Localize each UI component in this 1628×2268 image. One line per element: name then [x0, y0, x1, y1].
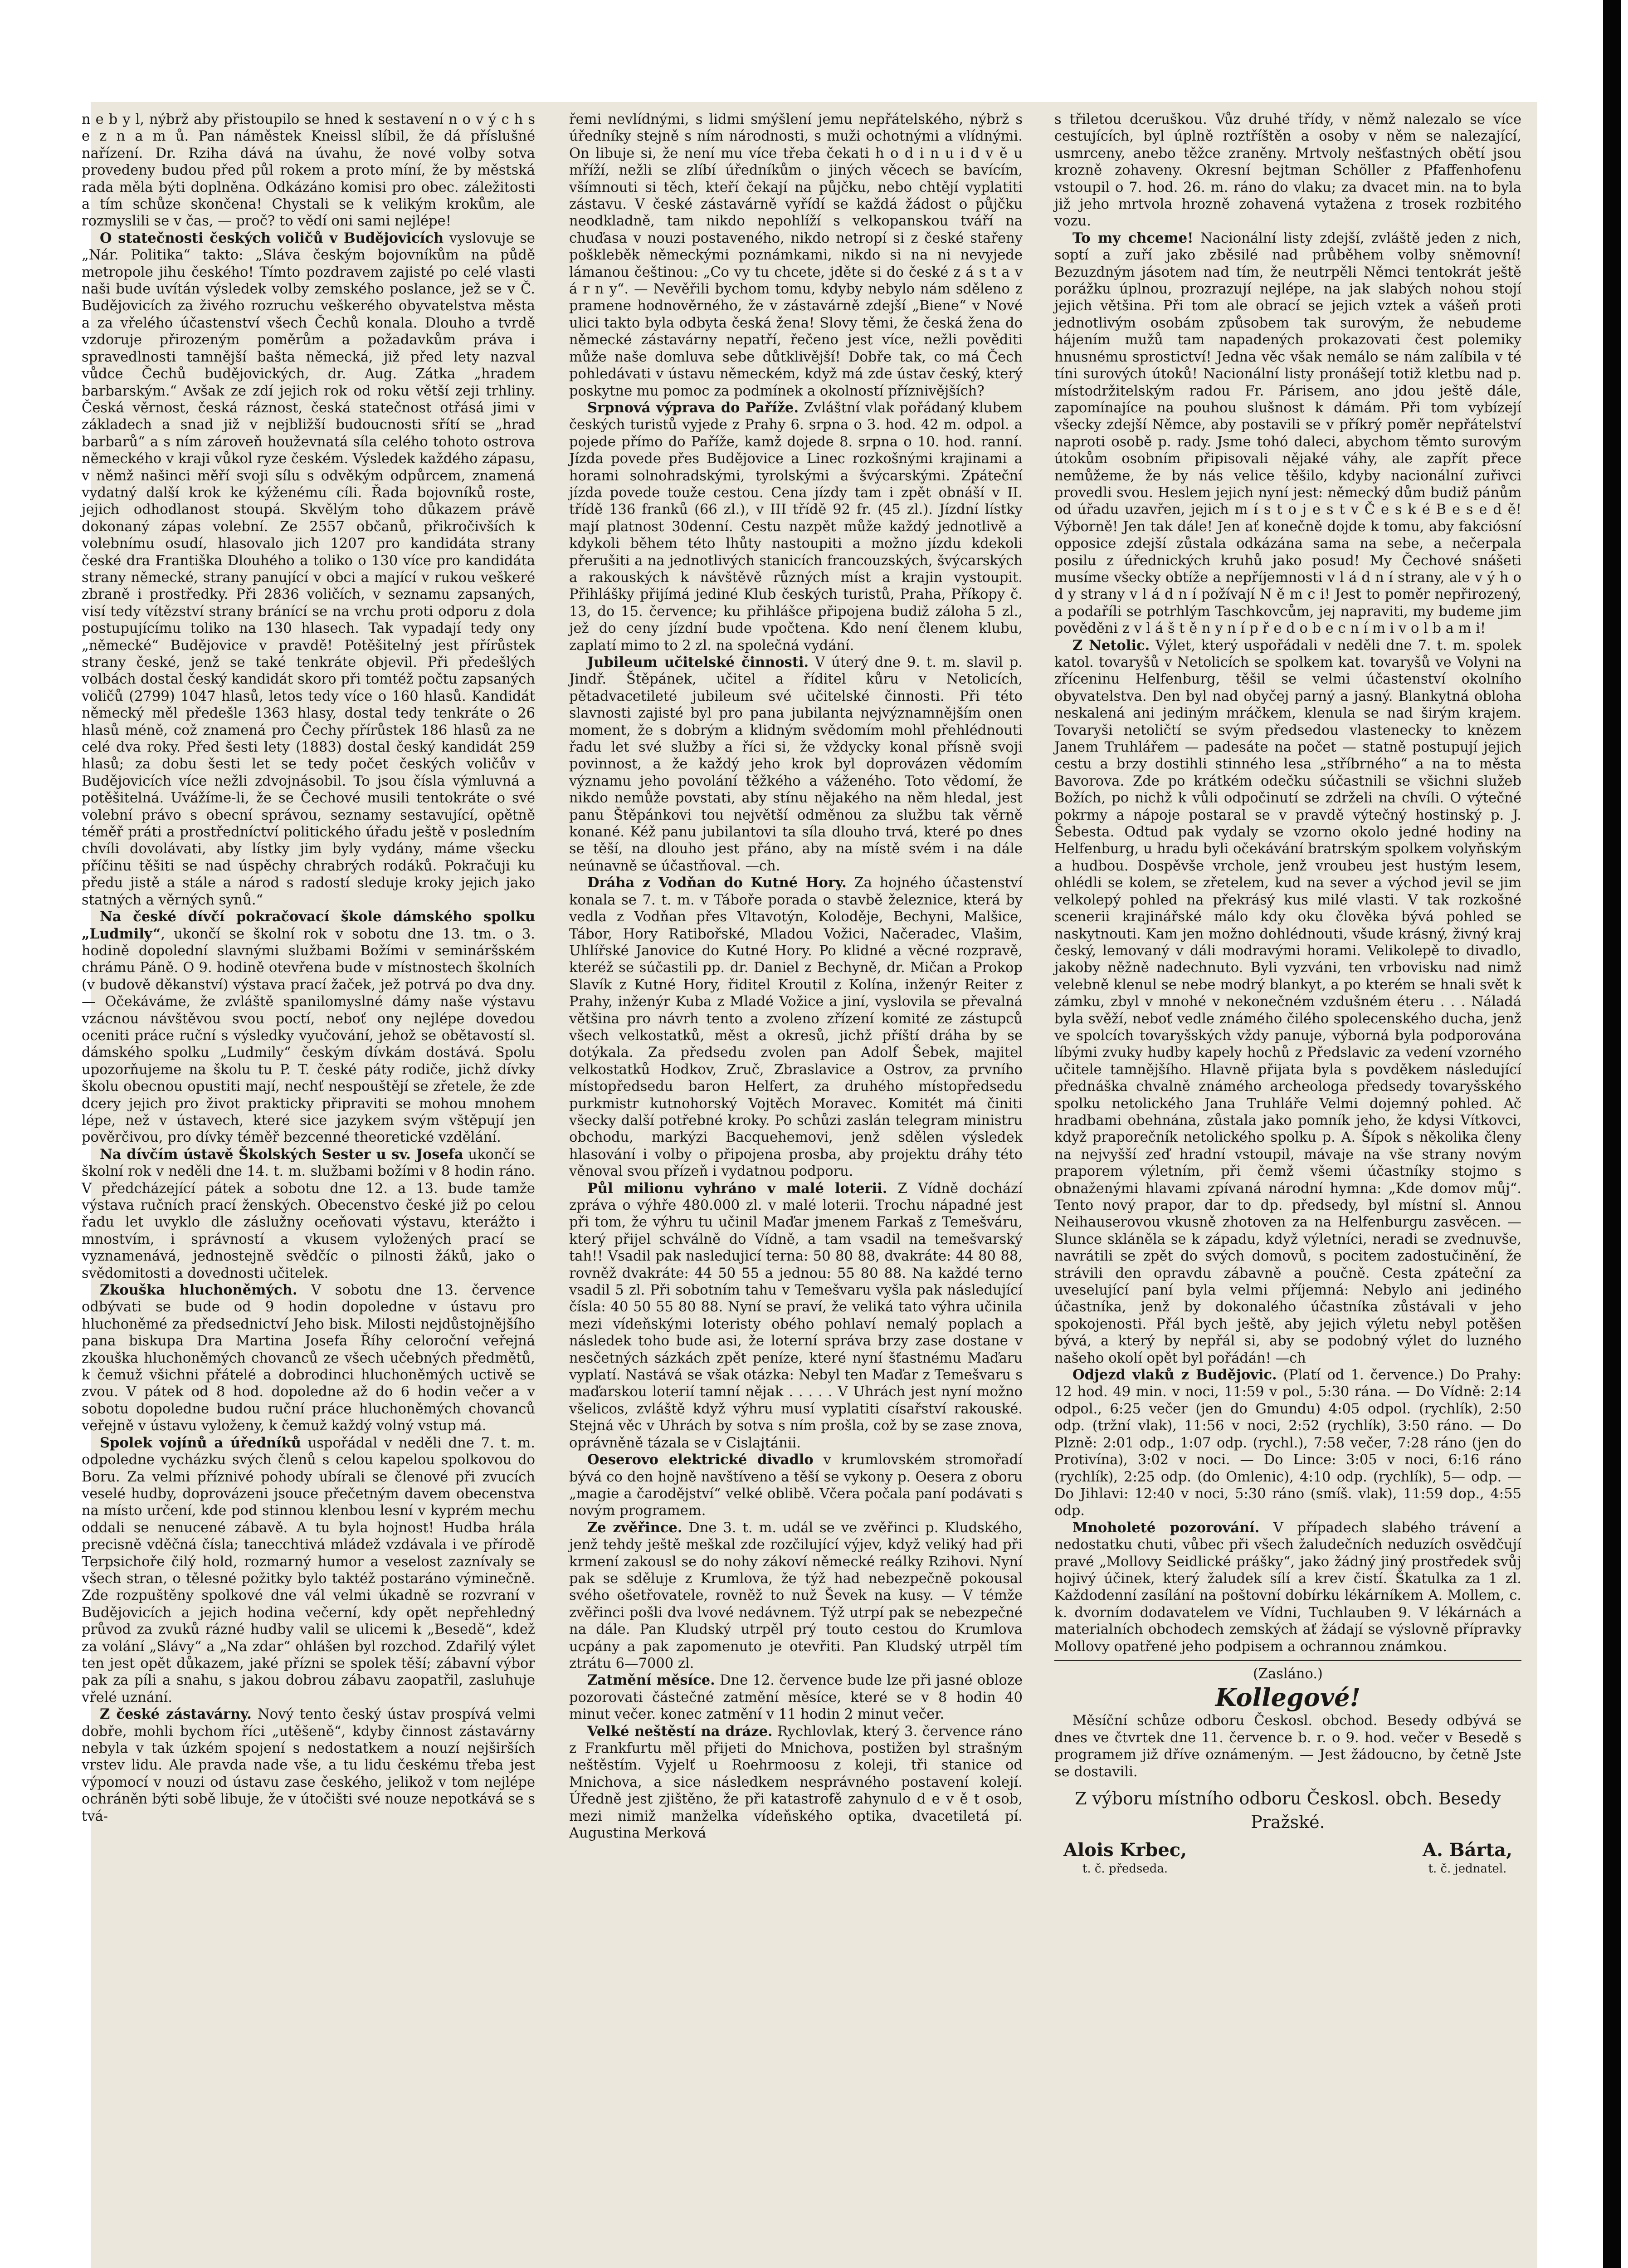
article-text: , ukončí se školní rok v sobotu dne 13. tm. o 3. hodině dopolední slavnými službami Božími v semináršském chrámu Páně. O 9. hodině otevřena bude v místnostech školních (v budově děkanství) výstava prací žaček, jež potrvá po dva dny. — Očekáváme, že zvláště spanilomyslné dámy naše výstavu vzácnou návštěvou svou poctí, neboť ony nejlépe dovedou oceniti práce ruční s výsledky vyučování, jehož se obětavostí sl. dámského spolku „Ludmily“ českým dívkám dostává. Spolu upozorňujeme na školu tu P. T. české páty rodiče, jichž dívky školu obecnou opustiti mají, nechť nespouštějí se zřetele, že zde dcery jejich pro život prakticky připraviti se mohou mnohem lépe, než v ústavech, které sice jazykem svým vštěpují jen pověrčivou, pro dívky téměř bezcenné theoretické vzdělání.: [82, 926, 535, 1146]
article: [1054, 111, 1521, 230]
article: [569, 1180, 1023, 1452]
article: [1054, 230, 1521, 637]
article-heading: Na dívčím ústavě Školských Sester u sv. Josefa: [100, 1146, 463, 1163]
train-schedule-period: (Platí od 1. července.): [1283, 1367, 1444, 1383]
signer-2-name: A. Bárta,: [1422, 1839, 1512, 1861]
train-schedule-title: Odjezd vlaků z Budějovic.: [1072, 1367, 1277, 1383]
article: [569, 875, 1023, 1180]
column-3: [1054, 111, 1521, 2268]
article-heading: Na české dívčí pokračovací škole dámského spolku „Ludmily“: [82, 909, 535, 942]
ad-mollov-text: V případech slabého trávení a nedostatku chuti, vůbec při všech žaludečních neduzích osvědčují pravé „Mollovy Seidlické prášky“, jako žádný jiný prostředek svůj hojivý účinek, který žaludek sílí a krev čistí. Škatulka za 1 zl. Každodenní zasílání na poštovní dobírku lékárníkem A. Mollem, c. k. dvorním dodavatelem ve Vídni, Tuchlauben 9. V lékárnách a materialních obchodech zemských ať žádají se výslovně přípravky Mollovy opatřené jeho podpisem a ochrannou známkou.: [1054, 1520, 1521, 1655]
article: [82, 1706, 535, 1825]
ad-kolegove-text: Měsíční schůze odboru Českosl. obchod. Besedy odbývá se dnes ve čtvrtek dne 11. července b. r. o 9. hod. večer v Besedě s programem již dříve oznámeným. — Jest žádoucno, by četně Jste se dostavili.: [1054, 1713, 1521, 1780]
article-text: Za hojného účastenství konala se 7. t. m. v Táboře porada o stavbě železnice, která by vedla z Vodňan přes Vltavotýn, Koloděje, Bechyni, Malšice, Tábor, Hory Ratibořské, Mladou Vožici, Načeradec, Vlašim, Uhlířské Janovice do Kutné Hory. Po klidné a věcné rozpravě, kteréž se súčastili pp. dr. Daniel z Bechyně, dr. Mičan a Prokop Slavík z Kutné Hory, řiditel Kroutil z Kolína, inženýr Reiter z Prahy, inženýr Kuba z Mladé Vožice a jiní, vyslovila se převalná většina pro návrh tento a zvoleno zřízení komité ze zástupců všech velkostatků, měst a okresů, jichž příští dráha by se dotýkala. Za předsedu zvolen pan Adolf Šebek, majitel velkostatků Hodkov, Zruč, Zbraslavice a Ostrov, za prvního místopředsedu baron Helfert, za druhého místopředsedu purkmistr kutnohorský Vojtěch Moravec. Komitét má činiti všecky další potřebné kroky. Po schůzi zaslán telegram ministru obchodu, markýzi Bacquehemovi, jenž sdělen výsledek hlasování i volby o připojena prosba, aby projektu dráhy této věnoval svou přízeň i vydatnou podporu.: [569, 875, 1023, 1180]
article-heading: To my chceme!: [1072, 230, 1194, 246]
page-edge: [1603, 0, 1621, 2268]
article-heading: Z Netolic.: [1072, 637, 1150, 654]
column-2: [569, 111, 1023, 2268]
article: [1054, 637, 1521, 1367]
article-heading: Z české zástavárny.: [100, 1706, 252, 1723]
ad-mollov: [1054, 1520, 1521, 1655]
ad-kolegove-header: (Zasláno.): [1253, 1666, 1323, 1682]
article: [569, 400, 1023, 654]
article-text: uspořádal v neděli dne 7. t. m. odpoledne vycházku svých členů s celou kapelou spolkovou do Boru. Za velmi příznivé pohody ubírali se členové při zvucích veselé hudby, doprovázeni jsouce přečetným davem obecenstva na místo určení, kde pod stinnou klenbou lesní v kyprém mechu oddali se nenucené zábavě. A tu byla hojnost! Hudba hrála precisně vděčná čísla; tanecchtivá mládež vzdávala i ve přírodě Terpsichoře čilý hold, rozmarný humor a veselost zaznívaly se všech stran, o tělesné požitky bylo taktéž postaráno výminečně. Zde rozpuštěny spolkové dne vál velmi úkadně se rozvraní v Budějovicích a jejich hodina večerní, kdy opět nepřehledný průvod za zvuků rázné hudby valil se ulicemi k „Besedě“, kdež za volání „Slávy“ a „Na zdar“ ohlášen byl rozchod. Zdařilý výlet ten jest opět důkazem, jaké přízni se spolek těší; zábavní výbor pak za píli a snahu, s jakou dobrou zábavu zaopatřil, zasluhuje vřelé uznání.: [82, 1435, 535, 1706]
article: [82, 1146, 535, 1282]
article-text: v krumlovském stromořadí bývá co den hojně navštíveno a těší se vykony p. Oesera z oboru „magie a čarodějství“ velké oblibě. Včera počala paní podávati s novým programem.: [569, 1452, 1023, 1519]
article-heading: Spolek vojínů a úředníků: [100, 1434, 301, 1451]
newspaper-page: [82, 102, 1537, 2268]
article-heading: Velké neštěstí na dráze.: [587, 1723, 773, 1740]
signer-2: [1423, 1839, 1512, 1877]
article-text: n e b y l, nýbrž aby přistoupilo se hned k sestavení n o v ý c h s e z n a m ů. Pan náměstek Kneissl slíbil, že dá příslušné nařízení. Dr. Rziha dává na úvahu, že nové volby sotva provedeny budou před půl rokem a proto míní, že by městská rada měla býti doplněna. Odkázáno komisi pro obec. záležitosti a tím schůze skončena! Chystali se k velikým krokům, ale rozmyslili se v čas, — proč? to vědí oni sami nejlépe!: [82, 112, 535, 230]
article-heading: Půl milionu vyhráno v malé loterii.: [587, 1180, 887, 1197]
column-1: [82, 111, 535, 2268]
article-text: ukončí se školní rok v neděli dne 14. t. m. službami božími v 8 hodin ráno. V předcházející pátek a sobotu dne 12. a 13. bude tamže výstava ručních prací ženských. Obecenstvo české již po celou řadu let uvyklo dle záslužny oceňovati výstavu, kterážto i mnostvím, i správností a vkusem vyložených prací se vyznamenává, jednostejně svědčíc o pilnosti žáků, jako o svědomitosti a dovednosti učitelek.: [82, 1146, 535, 1281]
signer-1-name: Alois Krbec,: [1063, 1839, 1187, 1861]
article-text: Rychlovlak, který 3. července ráno z Frankfurtu měl přijeti do Mnichova, postižen byl strašným neštěstím. Vyjelť u Roehrmoosu z koleji, tři stanice od Mnichova, a sice následkem nesprávného postavení kolejí. Úředně jest zjištěno, že při katastrofě zahynulo d e v ě t osob, mezi nimiž manželka vídeňského optika, dvacetiletá pí. Augustina Merková: [569, 1723, 1023, 1842]
article-text: Nacionální listy zdejší, zvláště jeden z nich, soptí a zuří jako zběsilé nad průběhem volby sněmovní! Bezuzdným jásotem nad tím, že neutrpěli Němci tentokrát ještě porážku úplnou, prozrazují nejlépe, na jak slabých nohou stojí jejich většina. Při tom ale obrací se jejich vztek a vášeň proti jednotlivým osobám způsobem tak surovým, že nebudeme hájením mužů tam napadených prokazovati čest polemiky hnusnému sprostictví! Jedna věc však nemálo se nám zalíbila v té tíni surových útoků! Nacionální listy pronášejí totiž kletbu nad p. místodržitelským radou Fr. Párisem, ano jdou ještě dále, zapomínajíce na pouhou slušnost k dámám. Při tom vybízejí všecky zdejší Němce, aby postavili se v příkrý poměr nepřátelství naproti osobě p. rady. Jsme tohó daleci, abychom těmto surovým útokům osobním připisovali nějaké váhy, ale zapřít přece nemůžeme, že by nás velice těšilo, kdyby nacionální zuřivci provedli svou. Heslem jejich nyní jest: německý dům budiž pánům od úřadu uzavřen, jejich m í s t o j e s t v Č e s k é B e s e d ě! Výborně! Jen tak dále! Jen ať konečně dojde k tomu, aby fakciósní opposice zdejší zůstala odkázána sama na sebe, a nečerpala posilu z úřednických kruhů jako posud! My Čechové snášeti musíme všecky obtíže a nepříjemnosti v l á d n í strany, ale v ý h o d y strany v l á d n í požívají N ě m c i! Jest to poměr nepřirozený, a podaříli se potrhlým Taschkovcům, jej napraviti, my budeme jim pověděni z v l á š t ě n y n í p ř e d o b e c n í m i v o l b a m i!: [1054, 230, 1521, 637]
article-text: Dne 12. července bude lze při jasné obloze pozorovati částečné zatmění měsíce, které se v 8 hodin 40 minut večer. konec zatmění v 11 hodin 2 minut večer.: [569, 1672, 1023, 1723]
article-text: Nový tento český ústav prospívá velmi dobře, mohli bychom říci „utěšeně“, kdyby činnost zástavárny nebyla v tak úzkém spojení s nedostatkem a nouzí nejširších vrstev lidu. Ale pravda nade vše, a tu lidu českému třeba jest výpomocí v nouzi od ústavu zase českého, jelikož v tom nejlépe ochráněn býti sobě libuje, že v útočišti své nouze nepotkává se s tvá-: [82, 1706, 535, 1824]
article-heading: Jubileum učitelské činnosti.: [587, 654, 809, 670]
article: [82, 1435, 535, 1706]
article-text: Dne 3. t. m. udál se ve zvěřinci p. Kludského, jenž tehdy ještě meškal zde rozčilující výjev, když veliký had při krmení zakousl se do nohy zákoví německé reálky Rzihovi. Nyní pak se sděluje z Krumlova, že týž had nebezpečně pokousal svého ošetřovatele, rovněž to nuž Ševek na kusy. — V témže zvěřinci pošli dva lvové nedávnem. Týž utrpí pak se nebezpečné na dále. Pan Kludský utrpěl prý touto cestou do Krumlova ucpány a pak zapomenuto je otevřiti. Pan Kludský utrpěl tím ztrátu 6—7000 zl.: [569, 1520, 1023, 1672]
article-heading: Oeserovo elektrické divadlo: [587, 1452, 814, 1468]
train-schedule-text: Do Prahy: 12 hod. 49 min. v noci, 11:59 v pol., 5:30 rána. — Do Vídně: 2:14 odpol., 6:25 večer (jen do Gmundu) 4:05 odpol. (rychlík), 2:50 odp. (tržní vlak), 11:56 v noci, 2:52 (rychlík), 3:50 ráno. — Do Plzně: 2:01 odp., 1:07 odp. (rychl.), 7:58 večer, 7:28 ráno (jen do Protivína), 3:02 v noci. — Do Lince: 3:05 v noci, 6:16 ráno (rychlík), 2:25 odp. (do Omlenic), 4:10 odp. (rychlík), 5— odp. — Do Jihlavi: 12:40 v noci, 5:30 ráno (smíš. vlak), 11:59 dop., 4:55 odp.: [1054, 1367, 1522, 1519]
ad-kolegove-title: Kollegové!: [1215, 1683, 1361, 1712]
signer-1-role: t. č. předseda.: [1082, 1862, 1168, 1876]
article-text: vyslovuje se „Nár. Politika“ takto: „Sláva českým bojovníkům na půdě metropole jihu českého! Tímto pozdravem zajisté po celé vlasti naši bude uvítán výsledek volby zemského poslance, jež se v Č. Budějovicích za živého rozruchu veškerého obyvatelstva města a za vřelého účastenství všech Čechů konala. Dlouho a tvrdě vzdoruje přirozeným poměrům a požadavkům práva i spravedlnosti tamnější bašta německá, již před lety nazval vůdce Čechů budějovických, dr. Aug. Zátka „hradem barbarským.“ Avšak ze zdí jejich rok od roku větší zeji trhliny. Česká věrnost, česká ráznost, česká statečnost otřásá jimi v základech a snad již v nejbližší budoucnosti sřítí se „hrad barbarů“ a s ním zároveň houževnatá síla celého tohoto ostrova německého v kraji vůkol ryze českém. Výsledek každého zápasu, v němž našinci měří svoji sílu s odvěkým odpůrcem, znamená vydatný další krok ke kýženému cíli. Řada bojovníků roste, jejich odhodlanost stoupá. Skvělým toho důkazem právě dokonaný zápas volební. Ze 2557 občanů, přikročivších k volebnímu osudí, hlasovalo jich 1207 pro kandidáta strany české dra Františka Dlouhého a toliko o 130 více pro kandidáta strany německé, strany panující v obci a mající v rukou veškeré zbraně i prostředky. Při 2836 voličích, v seznamu zapsaných, visí tedy vítězství strany bránící se na vrchu proti odporu z dola postupujícímu toliko na 130 hlasech. Tak vypadají tedy ony „německé“ Budějovice v pravdě! Potěšitelný jest přírůstek strany české, jenž se také tenkráte objevil. Při předešlých volbách dostal český kandidát skoro při tomtéž počtu zapsaných voličů (2799) 1047 hlasů, letos tedy více o 160 hlasů. Kandidát německý měl předešle 1363 hlasy, dostal tedy tenkráte o 26 hlasů méně, což znamená pro Čechy přírůstek 186 hlasů za ne celé dva roky. Před šesti lety (1883) dostal český kandidát 259 hlasů; za dobu šesti let se tedy počet českých voličův v Budějovicích více nežli zdvojnásobil. To jsou čísla výmluvná a potěšitelná. Uvážíme-li, že se Čechové musili tentokráte o své volební právo s obecní správou, seznamy sestavující, opětně téměř práti a prostředníctví politického úřadu ještě v posledním chvíli dovolávati, aby lístky jim byly vydány, máme všecku příčinu těšiti se nad úspěchy chrabrých rodáků. Pokračuji ku předu jistě a stále a národ s radostí sleduje kroky jejich jako statných a věrných synů.“: [82, 230, 535, 908]
article: [569, 1520, 1023, 1672]
ad-mollov-heading: Mnoholeté pozorování.: [1072, 1519, 1260, 1536]
train-schedule: [1054, 1367, 1521, 1520]
article-heading: Dráha z Vodňan do Kutné Hory.: [587, 875, 847, 891]
article-heading: Srpnová výprava do Paříže.: [587, 399, 799, 416]
article-text: V úterý dne 9. t. m. slavil p. Jindř. Štěpánek, učitel a říditel kůru v Netolicích, pětadvacetileté jubileum své učitelské činnosti. Při této slavnosti zajisté byl pro pana jubilanta nejvýznamnějším onen moment, že s dobrým a klidným svědomím mohl přehlédnouti řadu let své služby a říci si, že vždycky konal přísně svoji povinnost, a že každý jeho krok byl doprovázen vědomím významu jeho povolání těžkého a váženého. Toto vědomí, že nikdo nemůže povstati, aby stínu nějakého na něm hledal, jest panu Štěpánkovi tou největší odměnou za službu tak věrně konané. Kéž panu jubilantovi ta síla dlouho trvá, které po dnes se těší, na dlouho jest přáno, aby na místě svém i na dále neúnavně se účastňoval. —ch.: [569, 655, 1023, 874]
article: [569, 1452, 1023, 1520]
column-3-articles: [1054, 111, 1521, 1367]
article: [82, 1282, 535, 1435]
article-text: Výlet, který uspořádali v neděli dne 7. t. m. spolek katol. tovaryšů v Netolicích se spolkem kat. tovaryšů ve Volyni na zříceninu Helfenburg, těšil se velmi účastenství okolního obyvatelstva. Den byl nad obyčej parný a jasný. Blankytná obloha neskalená ani jediným mráčkem, klenula se nad širým krajem. Tovaryši netoličtí se svým předsedou vlastenecky to knězem Janem Truhlářem — padesáte na počet — statně postupují jejich cestu a brzy dostihli stinného lesa „stříbrného“ a na to města Bavorova. Zde po krátkém odečku súčastnili se všichni služeb Božích, po nichž k vůli odpočinutí se zdrželi na chvíli. O výtečné pokrmy a nápoje postaral se v pravdě výtečný hostinský p. J. Šebesta. Odtud pak vydaly se vzorno okolo jedné hodiny na Helfenburg, u hradu byli očekávání bratrským spolkem volyňským a hudbou. Dospěvše vrchole, jenž vroubeu jest hustým lesem, ohlédli se kolem, se zřetelem, kud na sever a východ jevil se jim velkolepý pohled na překrásý kus milé vlasti. V tak rozkošné scenerii krajinářské málo kdy oku člověka bývá pohled se naskytnouti. Kam jen možno dohlédnouti, všude krásný, živný kraj český, lemovaný v dáli modravými horami. Velikolepě to divadlo, jakoby něžně nadechnuto. Byli vyzváni, ten vrbovisku nad nimž velebně klenul se nebe modrý blankyt, a po kterém se hnali svět k zámku, zbyl v mnohé v nekonečném vzdušném éteru . . . Náladá byla svěží, neboť vedle známého čilého spolecenského ducha, jenž ve spolcích tovaryšských vždy panuje, výborná byla podporována líbými zvuky hudby kapely hochů z Předslavic za vedení vzorného učitele tamnějšího. Hlavně přijata byla s povděkem následující přednáška chvalně známého archeologa předsedy tovaryšského spolku netolického Jana Truhláře Velmi dojemný pohled. Ač hradbami obehnána, zůstala jako pomník jeho, že kdysi Vítkovci, když praporečník netolického spolku p. A. Šípok s několika členy na nejvyšší zeď hradní vstoupil, mávaje na vše strany novým praporem výletním, při čemž všemi účastníky stojmo s obnaženými hlavami zpívaná národní hymna: „Kde domov můj“. Tento nový prapor, dar to dp. předsedy, byl místní sl. Annou Neihauserovou vkusně zhotoven za na Helfenburgu zasvěcen. — Slunce skláněla se k západu, když výletníci, neradi se zvednuvše, navrátili se zpět do svých domovů, s pocitem zadostučinění, že strávili den opravdu zábavně a poučně. Cesta zpáteční za uveselující paní byla velmi příjemná: Nebylo ani jediného účastníka, jenž by dokonalého účastníka zůstávali v jeho spokojenosti. Přál bych ještě, aby jejich výletu nebyl potěšen bývá, a který by nepřál si, aby se podobný výlet do luzného našeho okolí opět byl pořádán! —ch: [1054, 637, 1521, 1366]
article: [569, 111, 1023, 400]
article-heading: Ze zvěřince.: [587, 1519, 682, 1536]
article: [82, 230, 535, 909]
article: [82, 111, 535, 230]
article-heading: Zatmění měsíce.: [587, 1672, 715, 1689]
article: [569, 1672, 1023, 1723]
divider: [1054, 1660, 1521, 1661]
signatures: [1054, 1839, 1521, 1877]
article: [569, 654, 1023, 875]
article-text: V sobotu dne 13. července odbývati se bude od 9 hodin dopoledne v ústavu pro hluchoněmé za předsednictví Jeho bisk. Milosti nejdůstojnějšího pana biskupa Dra Martina Josefa Říhy celoroční veřejná zkouška hluchoněmých chovanců ze všech učebných předmětů, k čemuž všichni přátelé a dobrodinci hluchoněmých uctivě se zvou. V pátek od 8 hod. dopoledne až do 6 hodin večer a v sobotu dopoledne budou ruční práce hluchoněmých chovanců veřejně v ústavu vyloženy, k čemuž každý volný vstup má.: [82, 1282, 535, 1434]
ad-kolegove-subtitle: Z výboru místního odboru Českosl. obch. Besedy Pražské.: [1075, 1789, 1501, 1832]
article-heading: O statečnosti českých voličů v Budějovicích: [100, 230, 444, 246]
signer-2-role: t. č. jednatel.: [1428, 1862, 1507, 1876]
signer-1: [1063, 1839, 1187, 1877]
article-text: Zvláštní vlak pořádaný klubem českých turistů vyjede z Prahy 6. srpna o 3. hod. 42 m. odpol. a pojede přímo do Paříže, kamž dojede 8. srpna o 10. hod. ranní. Jízda povede přes Budějovice a Linec rozkošnými krajinami a horami solnohradskými, tyrolskými a švýcarskými. Zpáteční jízda povede touže cestou. Cena jízdy tam i zpět obnáší v II. třídě 136 franků (66 zl.), v III třídě 92 fr. (45 zl.). Jízdní lístky mají platnost 30denní. Cestu nazpět může každý jednotlivě a kdykoli během této lhůty nastoupiti a možno jízdu kdekoli přerušiti a na jednotlivých stanicích francouzských, švýcarských a rakouských k návštěvě různých míst a krajin vystoupit. Přihlášky přijímá jediné Klub českých turistů, Praha, Příkopy č. 13, do 15. července; ku přihlášce připojena budiž záloha 5 zl., jež do ceny jízdní bude vpočtena. Kdo není členem klubu, zaplatí mimo to 2 zl. na společná vydání.: [569, 400, 1023, 654]
article: [569, 1723, 1023, 1842]
article-heading: Zkouška hluchoněmých.: [100, 1282, 297, 1299]
article-text: s třiletou dceruškou. Vůz druhé třídy, v němž nalezalo se více cestujících, byl úplně roztříštěn a osoby v něm se nalezající, usmrceny, anebo těžce zraněny. Mrtvoly nešťastných obětí jsou krozně zohaveny. Okresní bejtman Schöller z Pfaffenhofenu vstoupil o 7. hod. 26. m. ráno do vlaku; za dvacet min. na to byla již jeho mrtvola hrozně zohavená vytažena z trosek rozbitého vozu.: [1054, 112, 1521, 230]
article-text: Z Vídně dochází zpráva o výhře 480.000 zl. v malé loterii. Trochu nápadné jest při tom, že výhru tu učinil Maďar jmenem Farkaš z Temešváru, který přijel schválně do Vídně, a tam vsadil na temešvarský tah!! Vsadil pak nasledujicí terna: 50 80 88, dvakráte: 44 80 88, rovněž dvakráte: 44 50 55 a jednou: 55 80 88. Na každé terno vsadil 5 zl. Při sobotním tahu v Temešvaru vyšla pak následující čísla: 40 50 55 80 88. Nyní se praví, že veliká tato výhra učinila mezi vídeňskými loteristy obého pohlaví nemalý poplach a následek toho bude asi, že loterní správa brzy zase dostane v nesčetných sázkách zpět peníze, které nyní šťastnému Maďaru vyplatí. Nastává se však otázka: Nebyl ten Maďar z Temešvaru s maďarskou loterií tamní nějak . . . . . V Uhrách jest nyní možno všelicos, zvláště když výhru musí vyplatiti císařství rakouské. Stejná věc v Uhrách by sotva s ním prošla, což by se zase znova, oprávněně tázala se v Cislajtánii.: [569, 1180, 1023, 1451]
article: [82, 909, 535, 1146]
article-text: řemi nevlídnými, s lidmi smýšlení jemu nepřátelského, nýbrž s úředníky stejně s ním národnosti, s muži ochotnými a vlídnými. On libuje si, že není mu více třeba čekati h o d i n u i d v ě u mříží, nežli se zlíbí úředníkům o jiných věcech se bavícím, všímnouti si těch, kteří čekají na půjčku, nebo chtějí vyplatiti zástavu. V české zástavárně vyřídí se každá žádost o půjčku neodkladně, tam nikdo nepohlíží s velkopanskou tváří na chuďasa v nouzi postaveného, nikdo netropí si z české stařeny poškleběk německými poznámkami, nikdo si na ni nevyjede lámanou češtinou: „Co vy tu chcete, jděte si do české z á s t a v á r n y“. — Nevěřili bychom tomu, kdyby nebylo nám sděleno z pramene hodnověrného, že v zástavárně zdejší „Biene“ v Nové ulici takto byla odbyta česká žena! Slovy těmi, že česká žena do německé zástavárny nepatří, řečeno jest více, nežli pověditi může naše domluva sebe důtklivější! Dobře tak, co má Čech pohledávati v ústavu německém, když má zde ústav český, který poskytne mu pomoc za podmínek a okolností příznivějších?: [569, 112, 1023, 399]
